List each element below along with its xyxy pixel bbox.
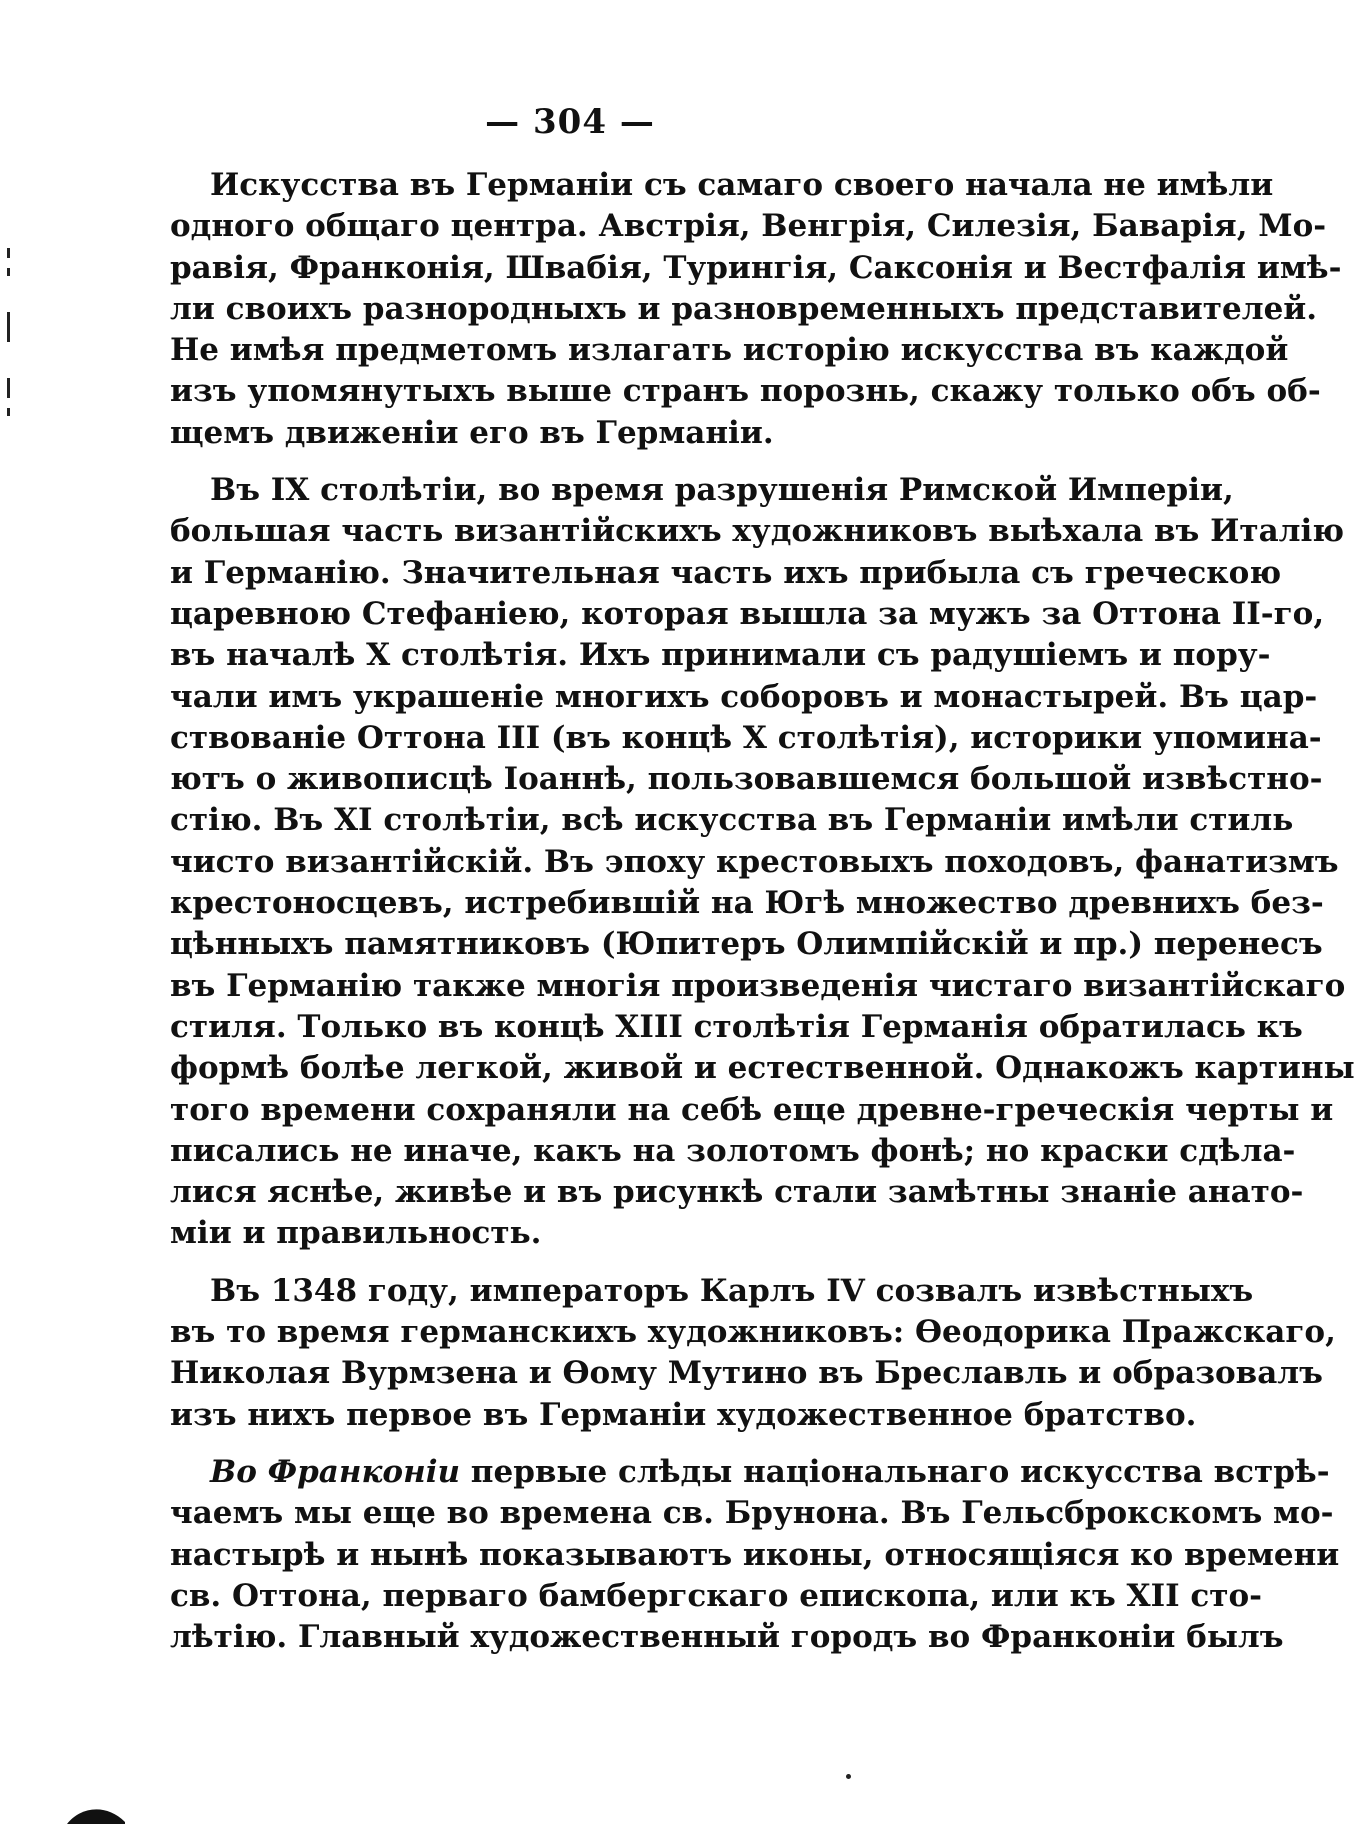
margin-mark	[7, 268, 10, 276]
text-line: изъ нихъ первое въ Германіи художественное братство.	[170, 1396, 1197, 1433]
bottom-ornament	[65, 1800, 127, 1826]
text-line: чаемъ мы еще во времена св. Брунона. Въ Гельсброкскомъ мо-	[170, 1495, 1334, 1532]
paragraph-4	[170, 1452, 1340, 1658]
text-line: царевною Стефаніею, которая вышла за мужъ за Оттона II-го,	[170, 595, 1325, 632]
text-line: міи и правильность.	[170, 1215, 542, 1252]
text-line: лися яснѣе, живѣе и въ рисункѣ стали замѣтны знаніе анато-	[170, 1174, 1304, 1211]
text-line: Въ IX столѣтіи, во время разрушенія Римской Имперіи,	[210, 472, 1234, 509]
text-line: того времени сохраняли на себѣ еще древне-греческія черты и	[170, 1091, 1334, 1128]
margin-mark	[7, 408, 10, 416]
text-line: и Германію. Значительная часть ихъ прибыла съ греческою	[170, 554, 1282, 591]
paragraph-2	[170, 470, 1355, 1255]
paragraph-3	[170, 1271, 1336, 1436]
text-line: ютъ о живописцѣ Іоаннѣ, пользовавшемся большой извѣстно-	[170, 761, 1323, 798]
bottom-dot	[846, 1774, 851, 1779]
text-line: чали имъ украшеніе многихъ соборовъ и монастырей. Въ цар-	[170, 678, 1318, 715]
text-line: Не имѣя предметомъ излагать исторію искусства въ каждой	[170, 332, 1289, 369]
text-line: ствованіе Оттона III (въ концѣ X столѣтія), историки упомина-	[170, 719, 1322, 756]
text-line: стиля. Только въ концѣ XIII столѣтія Германія обратилась къ	[170, 1008, 1303, 1045]
text-line: большая часть византійскихъ художниковъ выѣхала въ Италію	[170, 513, 1345, 550]
text-line: изъ упомянутыхъ выше странъ порознь, скажу только объ об-	[170, 373, 1321, 410]
text-line: ли своихъ разнородныхъ и разновременныхъ представителей.	[170, 290, 1318, 327]
text-line: въ началѣ X столѣтія. Ихъ принимали съ радушіемъ и пору-	[170, 637, 1271, 674]
page-number: — 304 —	[485, 102, 655, 142]
text-line: Въ 1348 году, императоръ Карлъ IV созвалъ извѣстныхъ	[210, 1272, 1254, 1309]
text-line: крестоносцевъ, истребившій на Югѣ множество древнихъ без-	[170, 885, 1324, 922]
margin-mark	[7, 312, 10, 342]
margin-mark	[7, 248, 10, 258]
text-line-rest: первые слѣды національнаго искусства встрѣ-	[460, 1453, 1330, 1490]
text-line: въ то время германскихъ художниковъ: Ѳеодорика Пражскаго,	[170, 1314, 1336, 1351]
text-line: лѣтію. Главный художественный городъ во Франконіи былъ	[170, 1619, 1284, 1656]
text-body	[170, 165, 1355, 1674]
text-line: одного общаго центра. Австрія, Венгрія, Силезія, Баварія, Мо-	[170, 208, 1327, 245]
paragraph-1	[170, 165, 1342, 454]
text-line: щемъ движеніи его въ Германіи.	[170, 414, 774, 451]
text-line: настырѣ и нынѣ показываютъ иконы, относящіяся ко времени	[170, 1536, 1340, 1573]
text-line: формѣ болѣе легкой, живой и естественной. Однакожъ картины	[170, 1050, 1355, 1087]
text-line: равія, Франконія, Швабія, Турингія, Саксонія и Вестфалія имѣ-	[170, 249, 1342, 286]
margin-mark	[7, 378, 10, 398]
text-line	[170, 1452, 1330, 1493]
text-line: въ Германію также многія произведенія чистаго византійскаго	[170, 967, 1346, 1004]
text-line: стію. Въ XI столѣтіи, всѣ искусства въ Германіи имѣли стиль	[170, 802, 1294, 839]
section-lead: Во Франконіи	[210, 1453, 461, 1490]
text-line: св. Оттона, перваго бамбергскаго епископа, или къ XII сто-	[170, 1577, 1262, 1614]
text-line: Искусства въ Германіи съ самаго своего начала не имѣли	[210, 167, 1274, 203]
text-line: цѣнныхъ памятниковъ (Юпитеръ Олимпійскій и пр.) перенесъ	[170, 926, 1323, 963]
text-line: чисто византійскій. Въ эпоху крестовыхъ походовъ, фанатизмъ	[170, 843, 1339, 880]
text-line: писались не иначе, какъ на золотомъ фонѣ; но краски сдѣла-	[170, 1132, 1296, 1169]
text-line: Николая Вурмзена и Ѳому Мутино въ Бреславль и образовалъ	[170, 1355, 1323, 1392]
